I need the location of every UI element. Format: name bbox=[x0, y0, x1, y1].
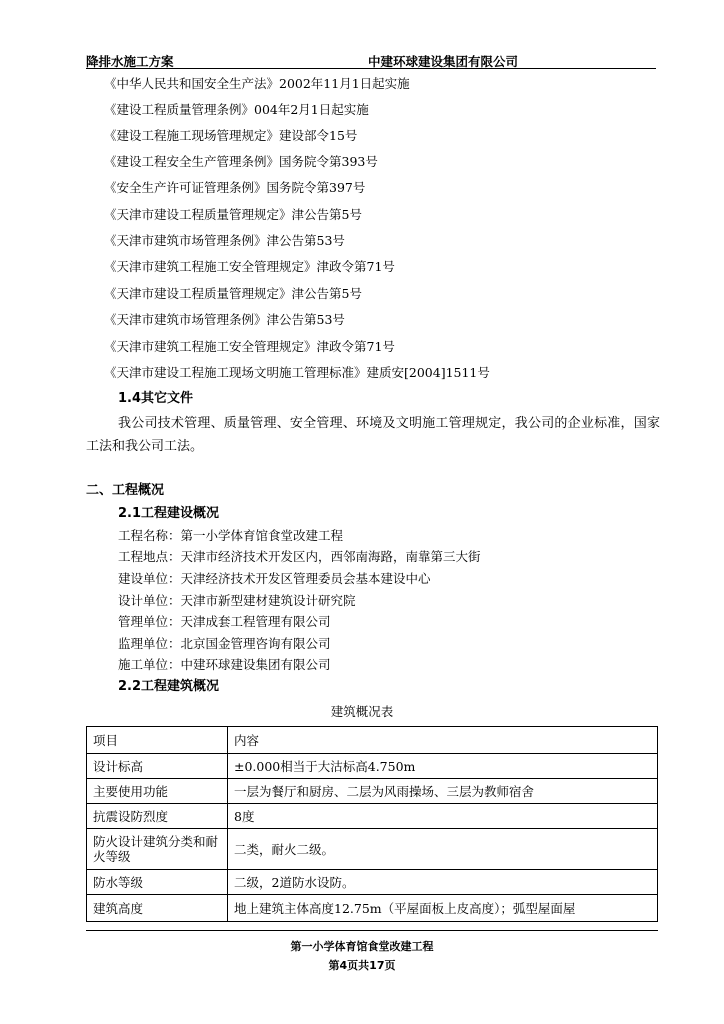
table-row bbox=[87, 779, 658, 804]
section-1-4-title: 1.4其它文件 bbox=[118, 391, 194, 406]
table-cell: 设计标高 bbox=[87, 754, 228, 779]
reference-item: 《中华人民共和国安全生产法》2002年11月1日起实施 bbox=[104, 76, 410, 91]
reference-item: 《建设工程施工现场管理规定》建设部令15号 bbox=[104, 128, 358, 143]
table-cell: 二级，2道防水设防。 bbox=[228, 870, 658, 895]
reference-item: 《天津市建设工程施工现场文明施工管理标准》建质安[2004]1511号 bbox=[104, 365, 490, 380]
table-cell: 防水等级 bbox=[87, 870, 228, 895]
building-overview-table bbox=[86, 726, 658, 922]
section-2-1-title: 2.1工程建设概况 bbox=[118, 506, 220, 521]
reference-item: 《安全生产许可证管理条例》国务院令第397号 bbox=[104, 180, 366, 195]
table-cell: 防火设计建筑分类和耐火等级 bbox=[87, 829, 228, 870]
table-row bbox=[87, 829, 658, 870]
section-1-4-paragraph: 我公司技术管理、质量管理、安全管理、环境及文明施工管理规定，我公司的企业标准，国家工法和我公司工法。 bbox=[86, 416, 660, 454]
table-cell: 二类，耐火二级。 bbox=[228, 829, 658, 870]
info-line: 监理单位：北京国金管理咨询有限公司 bbox=[118, 636, 331, 651]
info-line: 施工单位：中建环球建设集团有限公司 bbox=[118, 657, 331, 672]
table-header-cell: 内容 bbox=[228, 727, 658, 754]
table-cell: ±0.000相当于大沽标高4.750m bbox=[228, 754, 658, 779]
table-cell: 地上建筑主体高度12.75m（平屋面板上皮高度）；弧型屋面屋 bbox=[228, 895, 658, 922]
table-cell: 8度 bbox=[228, 804, 658, 829]
reference-item: 《天津市建设工程质量管理规定》津公告第5号 bbox=[104, 207, 362, 222]
reference-item: 《天津市建筑市场管理条例》津公告第53号 bbox=[104, 312, 345, 327]
section-2-2-title: 2.2工程建筑概况 bbox=[118, 679, 220, 694]
reference-item: 《天津市建设工程质量管理规定》津公告第5号 bbox=[104, 286, 362, 301]
header-company: 中建环球建设集团有限公司 bbox=[368, 54, 519, 69]
section-2-title: 二、工程概况 bbox=[86, 483, 165, 498]
header-title: 降排水施工方案 bbox=[86, 54, 174, 69]
header-divider bbox=[86, 68, 656, 69]
reference-item: 《天津市建筑市场管理条例》津公告第53号 bbox=[104, 233, 345, 248]
reference-item: 《天津市建筑工程施工安全管理规定》津政令第71号 bbox=[104, 339, 395, 354]
info-line: 工程地点：天津市经济技术开发区内，西邻南海路，南靠第三大街 bbox=[118, 549, 481, 564]
table-row bbox=[87, 804, 658, 829]
reference-item: 《天津市建筑工程施工安全管理规定》津政令第71号 bbox=[104, 259, 395, 274]
footer-divider bbox=[86, 930, 658, 931]
table-cell: 主要使用功能 bbox=[87, 779, 228, 804]
table-row bbox=[87, 895, 658, 922]
reference-item: 《建设工程安全生产管理条例》国务院令第393号 bbox=[104, 154, 378, 169]
table-header-cell: 项目 bbox=[87, 727, 228, 754]
info-line: 建设单位：天津经济技术开发区管理委员会基本建设中心 bbox=[118, 571, 431, 586]
table-cell: 一层为餐厅和厨房、二层为风雨操场、三层为教师宿舍 bbox=[228, 779, 658, 804]
info-line: 设计单位：天津市新型建材建筑设计研究院 bbox=[118, 593, 356, 608]
table-caption: 建筑概况表 bbox=[330, 704, 394, 719]
table-header-row bbox=[87, 727, 658, 754]
table-cell: 建筑高度 bbox=[87, 895, 228, 922]
info-line: 工程名称：第一小学体育馆食堂改建工程 bbox=[118, 528, 344, 543]
footer-project: 第一小学体育馆食堂改建工程 bbox=[290, 940, 434, 953]
table-row bbox=[87, 754, 658, 779]
table-cell: 抗震设防烈度 bbox=[87, 804, 228, 829]
reference-item: 《建设工程质量管理条例》004年2月1日起实施 bbox=[104, 102, 369, 117]
info-line: 管理单位：天津成套工程管理有限公司 bbox=[118, 614, 331, 629]
footer-page-number: 第4页共17页 bbox=[328, 959, 396, 972]
table-row bbox=[87, 870, 658, 895]
